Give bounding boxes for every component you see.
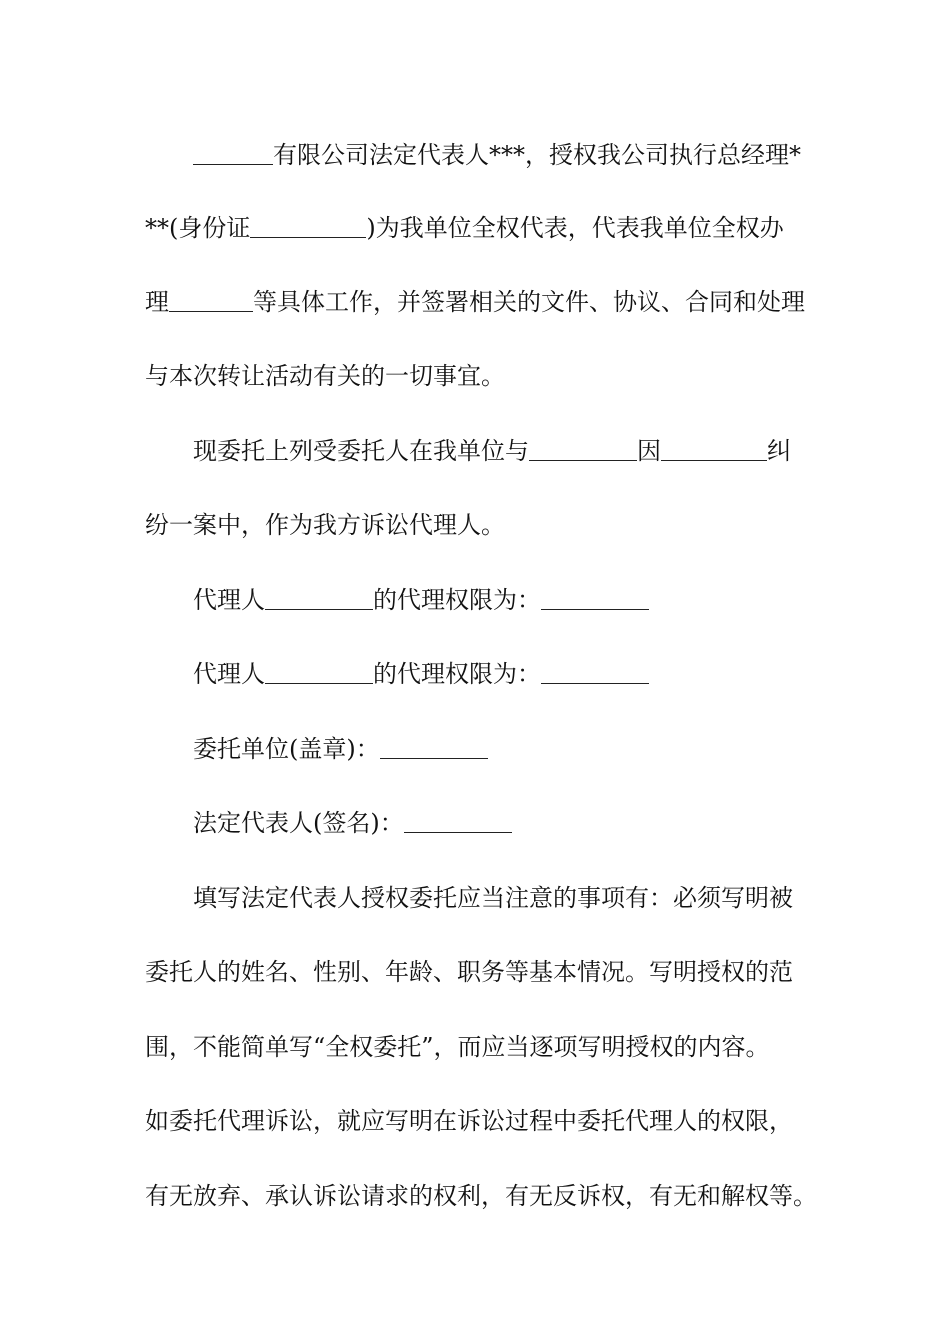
legal-rep-line: 法定代表人(签名)：: [193, 808, 873, 838]
agent1-line: 代理人 的代理权限为：: [193, 585, 873, 615]
blank-counterparty[interactable]: [529, 438, 637, 461]
notes-line-5: 有无放弃、承认诉讼请求的权利，有无反诉权，有无和解权等。: [145, 1182, 817, 1210]
notes-line-1: 填写法定代表人授权委托应当注意的事项有：必须写明被: [193, 884, 793, 912]
blank-agent1-authority[interactable]: [541, 587, 649, 610]
blank-company-name[interactable]: [193, 142, 273, 165]
blank-legal-rep-signature[interactable]: [404, 810, 512, 833]
blank-agent1-name[interactable]: [265, 587, 373, 610]
blank-cause[interactable]: [661, 438, 767, 461]
blank-unit-seal[interactable]: [380, 736, 488, 759]
paragraph2-line2: 纷一案中，作为我方诉讼代理人。: [145, 511, 505, 539]
notes-line-4: 如委托代理诉讼，就应写明在诉讼过程中委托代理人的权限，: [145, 1107, 793, 1135]
unit-seal-line: 委托单位(盖章)：: [193, 734, 873, 764]
blank-agent2-authority[interactable]: [541, 661, 649, 684]
blank-id-number[interactable]: [250, 215, 366, 238]
notes-line-3: 围，不能简单写“全权委托”，而应当逐项写明授权的内容。: [145, 1033, 770, 1061]
paragraph2-line1: 现委托上列受委托人在我单位与 因 纠: [193, 437, 791, 465]
paragraph1-line4: 与本次转让活动有关的一切事宜。: [145, 362, 505, 390]
blank-matter[interactable]: [169, 289, 253, 312]
agent2-line: 代理人 的代理权限为：: [193, 659, 873, 689]
paragraph1-line1: 有限公司法定代表人***，授权我公司执行总经理*: [193, 140, 873, 170]
notes-line-2: 委托人的姓名、性别、年龄、职务等基本情况。写明授权的范: [145, 958, 793, 986]
paragraph1-line3: 理 等具体工作，并签署相关的文件、协议、合同和处理: [145, 288, 805, 316]
paragraph1-line2: **(身份证 )为我单位全权代表，代表我单位全权办: [145, 214, 784, 242]
blank-agent2-name[interactable]: [265, 661, 373, 684]
